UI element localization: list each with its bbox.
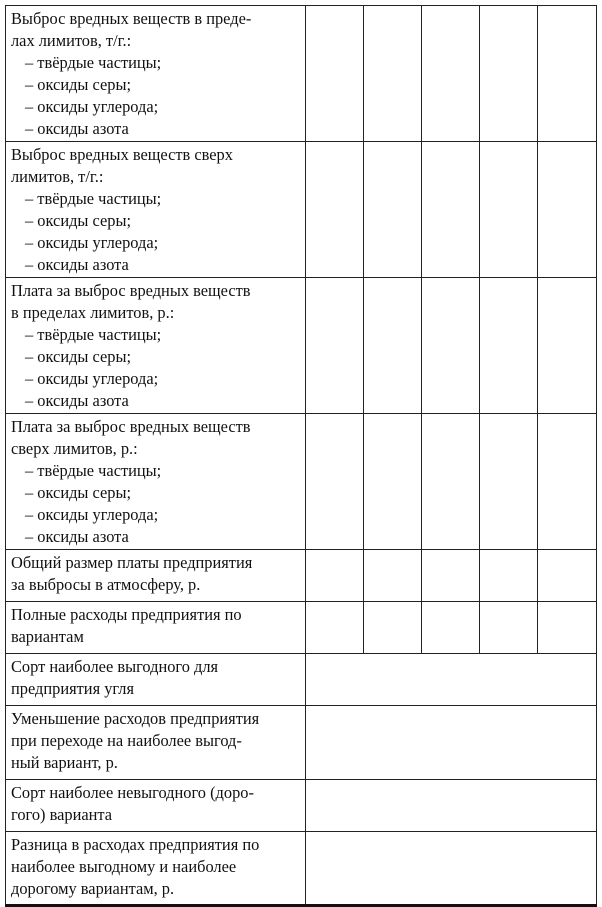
row-label-line: Разница в расходах предприятия по — [11, 835, 260, 854]
variant-cell — [364, 602, 422, 654]
row-label — [6, 654, 306, 706]
row-label-line: лах лимитов, т/г.: — [11, 31, 132, 50]
pollutant-item: – твёрдые частицы; — [25, 325, 162, 344]
pollutant-item: – оксиды углерода; — [25, 97, 159, 116]
table-row — [6, 706, 597, 780]
result-cell — [306, 706, 597, 780]
variant-cell — [422, 278, 480, 414]
row-label — [6, 142, 306, 278]
variant-cell — [538, 550, 597, 602]
row-label-line: Сорт наиболее невыгодного (доро- — [11, 783, 254, 802]
table-row — [6, 142, 597, 278]
row-label-line: при переходе на наиболее выгод- — [11, 731, 242, 750]
variant-cell — [422, 414, 480, 550]
row-label — [6, 414, 306, 550]
row-label-line: Выброс вредных веществ сверх — [11, 145, 233, 164]
variant-cell — [538, 6, 597, 142]
row-label-line: Плата за выброс вредных веществ — [11, 281, 251, 300]
calculation-table — [5, 5, 597, 907]
row-label-line: Выброс вредных веществ в преде- — [11, 9, 252, 28]
row-label-line: Плата за выброс вредных веществ — [11, 417, 251, 436]
table-row — [6, 278, 597, 414]
pollutant-item: – оксиды серы; — [25, 211, 132, 230]
variant-cell — [538, 414, 597, 550]
table-body — [6, 6, 597, 906]
variant-cell — [480, 602, 538, 654]
variant-cell — [306, 6, 364, 142]
variant-cell — [538, 278, 597, 414]
pollutant-item: – оксиды серы; — [25, 75, 132, 94]
variant-cell — [306, 602, 364, 654]
pollutant-item: – оксиды азота — [25, 119, 129, 138]
variant-cell — [538, 602, 597, 654]
variant-cell — [306, 278, 364, 414]
variant-cell — [480, 142, 538, 278]
pollutant-item: – твёрдые частицы; — [25, 53, 162, 72]
pollutant-item: – оксиды углерода; — [25, 369, 159, 388]
pollutant-item: – оксиды азота — [25, 255, 129, 274]
row-label — [6, 780, 306, 832]
table-row — [6, 550, 597, 602]
variant-cell — [538, 142, 597, 278]
row-label-line: Сорт наиболее выгодного для — [11, 657, 219, 676]
row-label-line: сверх лимитов, р.: — [11, 439, 138, 458]
result-cell — [306, 654, 597, 706]
pollutant-item: – твёрдые частицы; — [25, 189, 162, 208]
table-row — [6, 780, 597, 832]
row-label-line: Общий размер платы предприятия — [11, 553, 253, 572]
variant-cell — [306, 142, 364, 278]
row-label — [6, 6, 306, 142]
row-label-line: вариантам — [11, 627, 84, 646]
pollutant-item: – оксиды азота — [25, 527, 129, 546]
variant-cell — [422, 142, 480, 278]
pollutant-item: – оксиды серы; — [25, 483, 132, 502]
pollutant-item: – твёрдые частицы; — [25, 461, 162, 480]
row-label-line: гого) варианта — [11, 805, 113, 824]
row-label-line: в пределах лимитов, р.: — [11, 303, 175, 322]
variant-cell — [364, 414, 422, 550]
row-label — [6, 706, 306, 780]
row-label — [6, 550, 306, 602]
row-label-line: Полные расходы предприятия по — [11, 605, 242, 624]
pollutant-item: – оксиды углерода; — [25, 505, 159, 524]
variant-cell — [364, 142, 422, 278]
row-label-line: лимитов, т/г.: — [11, 167, 104, 186]
row-label-line: за выбросы в атмосферу, р. — [11, 575, 201, 594]
row-label-line: Уменьшение расходов предприятия — [11, 709, 260, 728]
variant-cell — [364, 278, 422, 414]
variant-cell — [364, 550, 422, 602]
pollutant-item: – оксиды углерода; — [25, 233, 159, 252]
pollutant-item: – оксиды серы; — [25, 347, 132, 366]
variant-cell — [422, 6, 480, 142]
variant-cell — [480, 414, 538, 550]
pollutant-item: – оксиды азота — [25, 391, 129, 410]
variant-cell — [364, 6, 422, 142]
row-label — [6, 832, 306, 906]
table-row — [6, 6, 597, 142]
variant-cell — [306, 414, 364, 550]
table-row — [6, 602, 597, 654]
variant-cell — [422, 550, 480, 602]
result-cell — [306, 832, 597, 906]
variant-cell — [480, 550, 538, 602]
row-label-line: дорогому вариантам, р. — [11, 879, 175, 898]
row-label-line: ный вариант, р. — [11, 753, 118, 772]
row-label-line: предприятия угля — [11, 679, 135, 698]
result-cell — [306, 780, 597, 832]
table-row — [6, 832, 597, 906]
table-row — [6, 654, 597, 706]
row-label — [6, 602, 306, 654]
row-label — [6, 278, 306, 414]
table-row — [6, 414, 597, 550]
variant-cell — [422, 602, 480, 654]
variant-cell — [480, 278, 538, 414]
row-label-line: наиболее выгодному и наиболее — [11, 857, 237, 876]
variant-cell — [480, 6, 538, 142]
variant-cell — [306, 550, 364, 602]
